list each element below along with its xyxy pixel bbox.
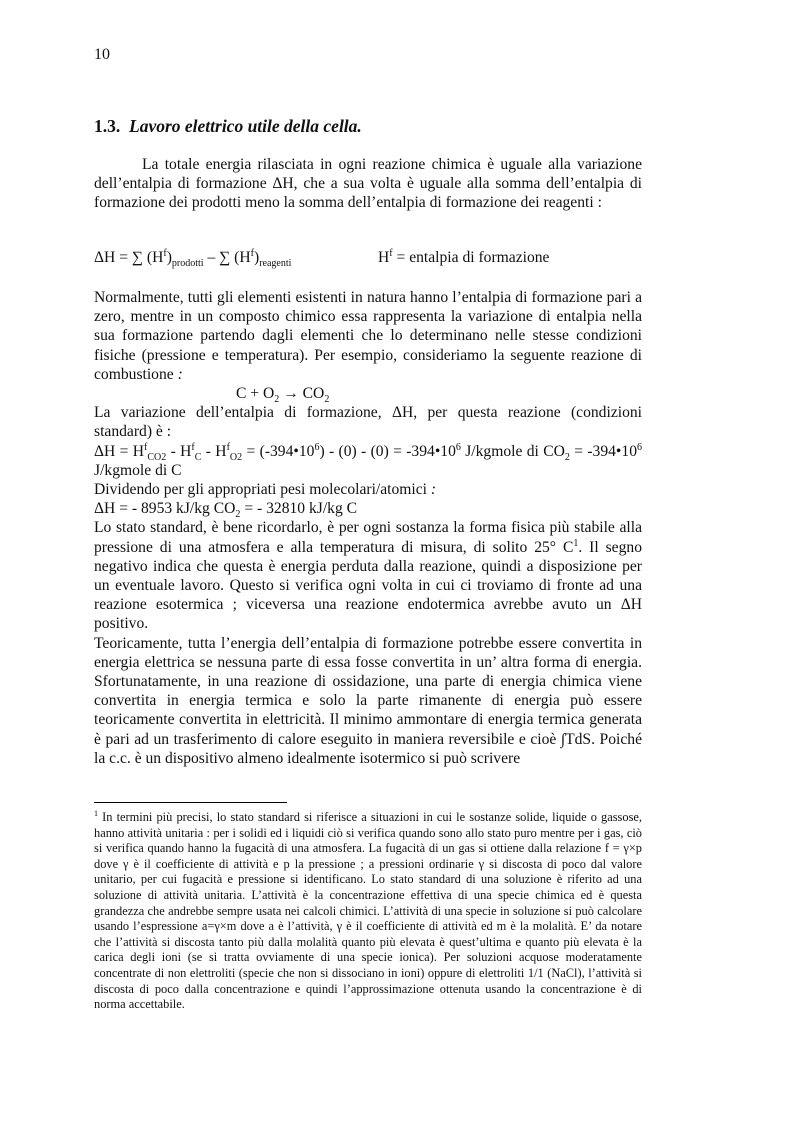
footnote	[94, 810, 642, 1013]
page-number: 10	[94, 46, 110, 63]
paragraph-variation: La variazione dell’entalpia di formazione, ΔH, per questa reazione (condizioni standard) è :	[94, 404, 642, 441]
paragraph-standard-state: Lo stato standard, è bene ricordarlo, è per ogni sostanza la forma fisica più stabile alla pressione di una atmosfera e alla temperatura di misura, di solito 25° $C^1$. Il segno negativo indica che questa è energia perduta dalla reazione, quindi a disposizione per un eventuale lavoro. Questo si verifica ogni volta in cui ci troviamo di fronte ad una reazione esotermica ; viceversa una reazione endotermica avrebbe avuto un ΔH positivo.	[94, 519, 642, 633]
paragraph-theoretical: Teoricamente, tutta l’energia dell’entalpia di formazione potrebbe essere convertita in energia elettrica se nessuna parte di essa fosse convertita in un’ altra forma di energia. Sfortunatamente, in una reazione di ossidazione, una parte di energia chimica viene convertita in energia termica e solo la parte rimanente di energia può essere teoricamente convertita in elettricità. Il minimo ammontare di energia termica generata è pari ad un trasferimento di calore eseguito in maniera reversibile e cioè ∫TdS. Poiché la c.c. è un dispositivo almeno idealmente isotermico si può scrivere	[94, 634, 642, 767]
equation-enthalpy-sum: ΔH = ∑ $(H^f)_{prodotti}$ – ∑ $(H^f)_{reagenti}$ $H^f$ = entalpia di formazione	[94, 247, 550, 270]
footnote-mark: 1	[94, 808, 98, 818]
equation-definition: $H^f$ = entalpia di formazione	[378, 247, 550, 266]
paragraph-standard-enthalpy: Normalmente, tutti gli elementi esistenti in natura hanno l’entalpia di formazione pari a zero, mentre in un composto chimico essa rappresenta la variazione di entalpia nella sua formazione partendo dagli elementi che lo determinano nelle stesse condizioni fisiche (pressione e temperatura). Per esempio, consideriamo la seguente reazione di combustione :	[94, 289, 642, 383]
equation-per-kg: ΔH = - 8953 kJ/kg $CO_2$ = - 32810 kJ/kg C	[94, 500, 358, 521]
equation-enthalpy-values: $\Delta H = H^f_{CO2} - H^f_C - H^f_{O2}$ = $(-394•10^6) - (0) - (0)$ = $-394•10^6$ J/kgmole di $CO_2$ = $-394•10^6$ J/kgmole di C	[94, 441, 642, 479]
footnote-text: In termini più precisi, lo stato standard si riferisce a situazioni in cui le sostanze solide, liquide o gassose, hanno attività unitaria : per i solidi ed i liquidi ciò si verifica quando sono allo stato puro mentre per i gas, ciò si verifica quando hanno la fugacità di una atmosfera. La fugacità di un gas si ottiene dalla relazione f = γ×p dove γ è il coefficiente di attività e p la pressione ; a pressioni ordinarie γ si discosta di poco dal valore unitario, per cui fugacità e pressione si identificano. Lo stato standard di una soluzione è riferito ad una soluzione di attività unitaria. L’attività è la concentrazione effettiva di una specie chimica ed è questa grandezza che andrebbe sempre usata nei calcoli chimici. L’attività di una specie in soluzione si può calcolare usando l’espressione a=γ×m dove a è l’attività, γ è il coefficiente di attività ed m è la molalità. E’ da notare che l’attività si discosta tanto più dalla molalità quanto più elevata è quest’ultima e quanto più elevata è la carica degli ioni (se si tratta ovviamente di una specie ionica). Per soluzioni acquose moderatamente concentrate di non elettroliti (specie che non si dissociano in ioni) oppure di elettroliti 1/1 (NaCl), l’attività si discosta di poco dalla concentrazione e quindi l’approssimazione ottenuta usando la concentrazione è di norma accettabile.	[94, 810, 642, 1012]
section-number: 1.3.	[94, 116, 121, 136]
main-text-block	[94, 288, 642, 768]
section-title: Lavoro elettrico utile della cella.	[129, 116, 362, 136]
combustion-reaction: $C + O_2 \to CO_2$	[236, 385, 330, 406]
dividing-note: Dividendo per gli appropriati pesi molecolari/atomici :	[94, 481, 437, 499]
paragraph-intro: La totale energia rilasciata in ogni reazione chimica è uguale alla variazione dell’entalpia di formazione ΔH, che a sua volta è uguale alla somma dell’entalpia di formazione dei prodotti meno la somma dell’entalpia di formazione dei reagenti :	[94, 156, 642, 212]
section-heading	[94, 116, 362, 137]
footnote-reference: 1	[573, 537, 579, 549]
footnote-rule	[94, 802, 287, 803]
